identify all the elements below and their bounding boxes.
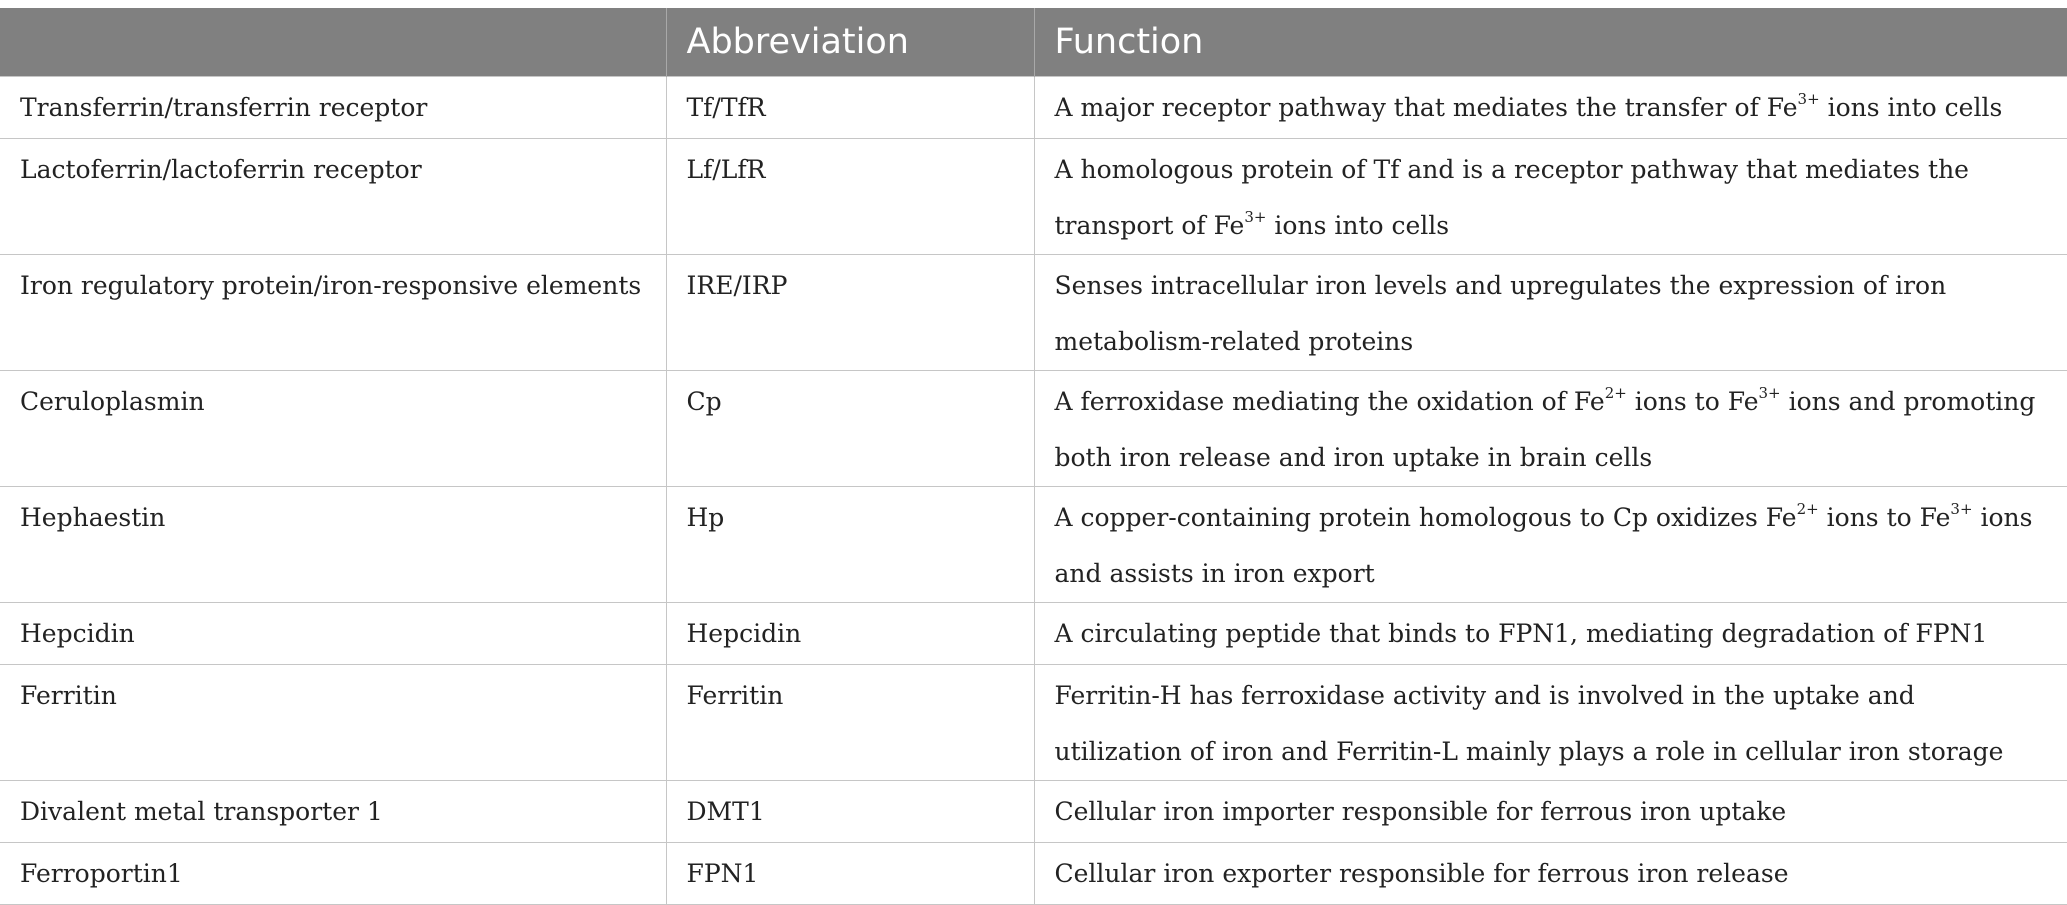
row-name: Iron regulatory protein/iron-responsive elements [0, 254, 666, 370]
row-abbreviation: Lf/LfR [666, 138, 1034, 254]
table-row [0, 254, 2067, 370]
ion-charge-superscript: 2+ [1604, 384, 1627, 403]
row-name: Hephaestin [0, 486, 666, 602]
header-row [0, 8, 2067, 76]
table-header [0, 8, 2067, 76]
header-abbreviation: Abbreviation [666, 8, 1034, 76]
iron-metabolism-table [0, 8, 2067, 905]
ion-charge-superscript: 3+ [1244, 208, 1267, 227]
header-name [0, 8, 666, 76]
row-name: Ferritin [0, 664, 666, 780]
table-row [0, 664, 2067, 780]
row-name: Hepcidin [0, 602, 666, 664]
row-abbreviation: IRE/IRP [666, 254, 1034, 370]
header-function: Function [1034, 8, 2067, 76]
row-name: Ferroportin1 [0, 842, 666, 904]
row-name: Lactoferrin/lactoferrin receptor [0, 138, 666, 254]
row-function: A ferroxidase mediating the oxidation of $Fe^{2+}$ ions to $Fe^{3+}$ ions and promoting both iron release and iron uptake in brain cells [1034, 370, 2067, 486]
table-row [0, 842, 2067, 904]
row-function: A major receptor pathway that mediates the transfer of $Fe^{3+}$ ions into cells [1034, 76, 2067, 138]
table-row [0, 780, 2067, 842]
row-function: Cellular iron importer responsible for ferrous iron uptake [1034, 780, 2067, 842]
table-row [0, 138, 2067, 254]
row-abbreviation: Ferritin [666, 664, 1034, 780]
row-name: Transferrin/transferrin receptor [0, 76, 666, 138]
ion-charge-superscript: 3+ [1797, 90, 1820, 109]
table-row [0, 76, 2067, 138]
row-abbreviation: Hepcidin [666, 602, 1034, 664]
row-abbreviation: FPN1 [666, 842, 1034, 904]
row-abbreviation: Tf/TfR [666, 76, 1034, 138]
table-row [0, 370, 2067, 486]
table-container [0, 8, 2067, 905]
row-abbreviation: DMT1 [666, 780, 1034, 842]
table-row [0, 486, 2067, 602]
row-function: Senses intracellular iron levels and upregulates the expression of iron metabolism-related proteins [1034, 254, 2067, 370]
table-body [0, 76, 2067, 904]
row-function: A copper-containing protein homologous to Cp oxidizes $Fe^{2+}$ ions to $Fe^{3+}$ ions and assists in iron export [1034, 486, 2067, 602]
table-row [0, 602, 2067, 664]
row-function: Cellular iron exporter responsible for ferrous iron release [1034, 842, 2067, 904]
ion-charge-superscript: 3+ [1950, 500, 1973, 519]
ion-charge-superscript: 2+ [1796, 500, 1819, 519]
ion-charge-superscript: 3+ [1758, 384, 1781, 403]
row-abbreviation: Cp [666, 370, 1034, 486]
row-function: A homologous protein of Tf and is a receptor pathway that mediates the transport of $Fe^{3+}$ ions into cells [1034, 138, 2067, 254]
row-abbreviation: Hp [666, 486, 1034, 602]
row-name: Divalent metal transporter 1 [0, 780, 666, 842]
row-name: Ceruloplasmin [0, 370, 666, 486]
row-function: Ferritin-H has ferroxidase activity and is involved in the uptake and utilization of iron and Ferritin-L mainly plays a role in cellular iron storage [1034, 664, 2067, 780]
row-function: A circulating peptide that binds to FPN1, mediating degradation of FPN1 [1034, 602, 2067, 664]
